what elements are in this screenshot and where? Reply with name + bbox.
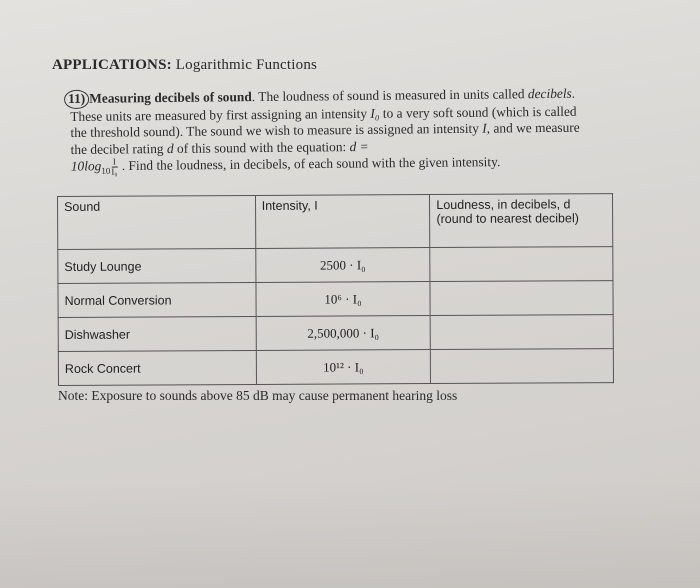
cell-loudness[interactable] — [431, 349, 614, 384]
equation-coefficient: 10log — [70, 158, 102, 174]
cell-loudness[interactable] — [430, 315, 613, 350]
fraction-denominator: I₀ — [111, 166, 118, 177]
sound-table — [57, 193, 614, 386]
cell-loudness[interactable] — [430, 281, 613, 316]
problem-text-6: . Find the loudness, in decibels, of each sound with the given intensity. — [118, 154, 501, 174]
header-intensity: Intensity, I — [255, 195, 430, 249]
cell-intensity: 2,500,000 · I₀ — [256, 316, 431, 351]
cell-sound: Normal Conversion — [58, 282, 256, 317]
heading-bold: APPLICATIONS: — [52, 57, 172, 73]
cell-intensity: 10¹² · I₀ — [256, 350, 431, 385]
heading-rest: Logarithmic Functions — [171, 57, 318, 73]
problem-text-2: . These units are measured by first assigning an intensity — [70, 85, 576, 124]
problem-text-1: . The loudness of sound is measured in units called — [251, 86, 528, 105]
table-row — [58, 315, 613, 352]
problem-title: Measuring decibels of sound — [89, 89, 252, 106]
cell-sound: Rock Concert — [58, 350, 256, 385]
problem-term-decibels: decibels — [527, 85, 572, 102]
equation-fraction — [111, 158, 117, 177]
equation-lhs: d = — [349, 138, 369, 154]
problem-text-4: , and we measure the decibel rating — [70, 119, 580, 157]
problem-text-5: of this sound with the equation: — [173, 138, 350, 156]
problem-var-i: I — [482, 120, 487, 136]
problem-var-i0: I₀ — [370, 105, 380, 121]
fraction-numerator: I — [112, 156, 116, 167]
table-header-row — [58, 194, 613, 250]
section-heading — [52, 57, 317, 74]
table-row — [58, 349, 613, 386]
problem-var-d: d — [166, 140, 174, 156]
cell-intensity: 10⁶ · I₀ — [256, 282, 431, 317]
problem-text-3: to a very soft sound (which is called the threshold sound). The sound we wish to measure is assigned an intensity — [70, 103, 577, 141]
cell-sound: Dishwasher — [58, 316, 256, 351]
equation-log-base: 10 — [101, 166, 111, 177]
cell-loudness[interactable] — [430, 247, 613, 282]
table-row — [58, 281, 613, 318]
problem-statement — [70, 85, 591, 181]
problem-number: 11) — [64, 90, 89, 109]
hearing-loss-note: Note: Exposure to sounds above 85 dB may cause permanent hearing loss — [58, 388, 458, 403]
paper-shadow — [0, 478, 700, 588]
header-loudness: Loudness, in decibels, d (round to nearest decibel) — [430, 194, 613, 248]
cell-sound: Study Lounge — [58, 248, 256, 283]
table-row — [58, 247, 613, 284]
cell-intensity: 2500 · I₀ — [255, 248, 430, 283]
header-sound: Sound — [58, 195, 256, 249]
